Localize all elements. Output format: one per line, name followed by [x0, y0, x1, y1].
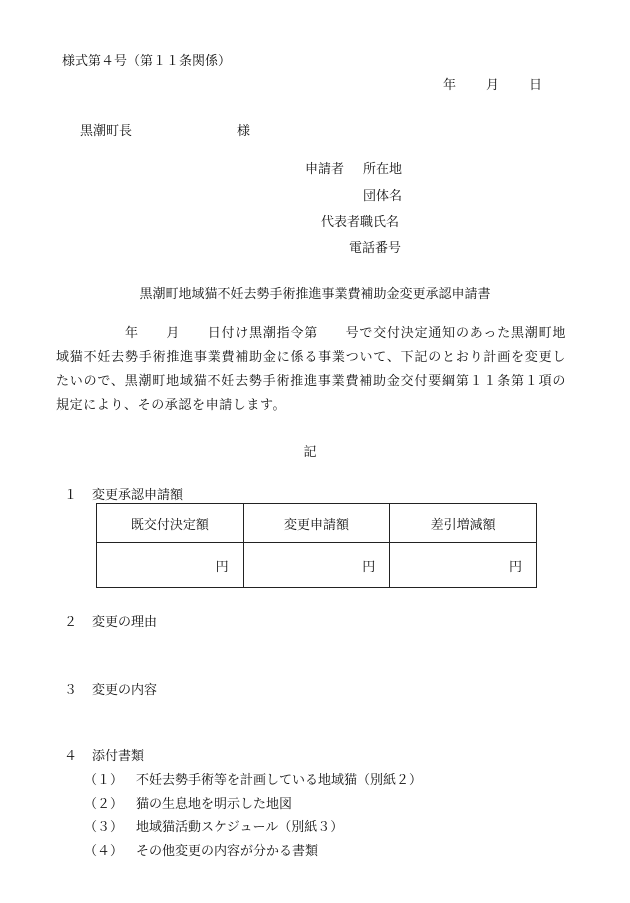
section-number: ３ [64, 683, 78, 698]
ki-marker: 記 [303, 445, 317, 460]
section-1-heading [64, 484, 183, 503]
group-name-label: 団体名 [363, 189, 403, 204]
table-header-row [97, 504, 537, 543]
section-number: ２ [64, 615, 78, 630]
form-number: 様式第４号（第１１条関係） [62, 54, 232, 69]
date-month-label: 月 [486, 78, 500, 93]
body-paragraph: 年 月 日付け黒潮指令第 号で交付決定通知のあった黒潮町地域猫不妊去勢手術推進事業費補助金に係る事業ついて、下記のとおり計画を変更したいので、黒潮町地域猫不妊去勢手術推進事業費補助金交付要綱第１１条第１項の規定により、その承認を申請します。 [56, 326, 566, 413]
section-label: 変更の内容 [92, 683, 158, 698]
date-year-label: 年 [443, 78, 457, 93]
section-2-heading [64, 611, 157, 630]
amount-cell[interactable]: 円 [97, 543, 244, 588]
attachment-number: （１） [84, 773, 124, 788]
column-header: 既交付決定額 [97, 504, 244, 543]
section-3-heading [64, 679, 157, 698]
list-item [84, 793, 292, 812]
attachment-number: （３） [84, 820, 124, 835]
section-4-heading [64, 745, 144, 764]
attachment-text: 地域猫活動スケジュール（別紙３） [136, 820, 344, 835]
amount-cell[interactable]: 円 [390, 543, 537, 588]
list-item [84, 769, 422, 788]
section-number: １ [64, 488, 78, 503]
amount-table [96, 503, 537, 588]
section-label: 変更の理由 [92, 615, 158, 630]
applicant-label: 申請者 [305, 162, 345, 177]
date-day-label: 日 [529, 78, 543, 93]
table-row [97, 543, 537, 588]
phone-label: 電話番号 [349, 241, 402, 256]
attachment-number: （２） [84, 797, 124, 812]
document-title: 黒潮町地域猫不妊去勢手術推進事業費補助金変更承認申請書 [139, 287, 491, 302]
attachment-text: 不妊去勢手術等を計画している地域猫（別紙２） [136, 773, 423, 788]
addressee-name: 黒潮町長 [80, 124, 133, 139]
attachment-text: その他変更の内容が分かる書類 [136, 844, 319, 859]
attachment-text: 猫の生息地を明示した地図 [136, 797, 293, 812]
section-label: 添付書類 [92, 749, 145, 764]
list-item [84, 816, 343, 835]
address-label: 所在地 [363, 162, 403, 177]
amount-cell[interactable]: 円 [243, 543, 390, 588]
column-header: 差引増減額 [390, 504, 537, 543]
date-line [443, 74, 542, 93]
attachment-number: （４） [84, 844, 124, 859]
column-header: 変更申請額 [243, 504, 390, 543]
list-item [84, 840, 318, 859]
section-label: 変更承認申請額 [92, 488, 184, 503]
addressee-suffix: 様 [237, 124, 251, 139]
section-number: ４ [64, 749, 78, 764]
representative-label: 代表者職氏名 [321, 215, 400, 230]
